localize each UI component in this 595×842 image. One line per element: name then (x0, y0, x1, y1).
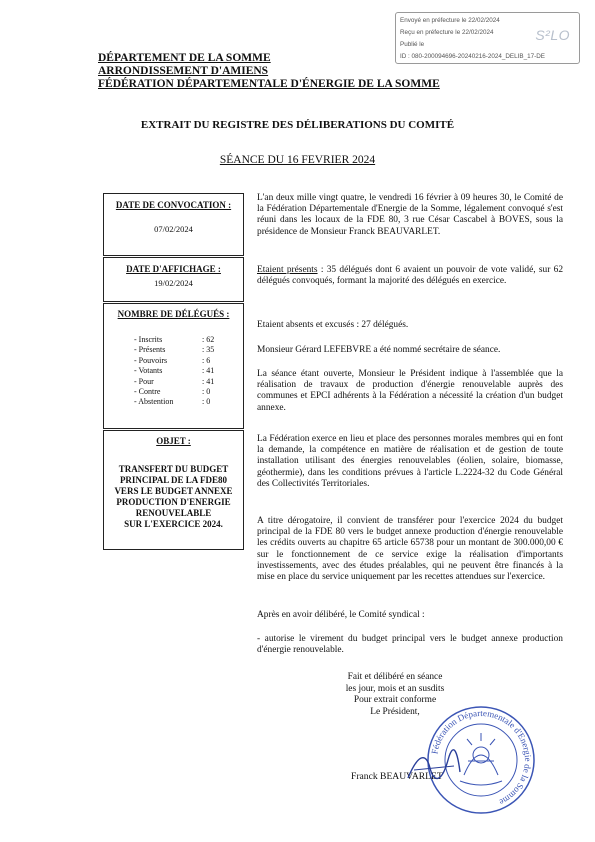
seance-date: SÉANCE DU 16 FEVRIER 2024 (219, 154, 376, 166)
president-name: Franck BEAUVARLET (351, 771, 443, 782)
para-decision: - autorise le virement du budget principal vers le budget annexe production d'énergie renouvelable. (257, 634, 563, 656)
header-arrondissement: ARRONDISSEMENT D'AMIENS (98, 65, 269, 77)
prefecture-stamp (395, 12, 580, 64)
para-preambule: L'an deux mille vingt quatre, le vendredi 16 février à 09 heures 30, le Comité de la Fédération Départementale d'Energie de la Somme, légalement convoqué s'est réuni dans les locaux de la FDE 80, 3 rue César Cascabel à BOVES, sous la présidence de Monsieur Franck BEAUVARLET. (257, 193, 563, 237)
para-secretaire: Monsieur Gérard LEFEBVRE a été nommé secrétaire de séance. (257, 345, 501, 355)
s2lo-logo: S²LO (535, 27, 570, 43)
sig-line-jour: les jour, mois et an susdits (345, 683, 445, 694)
sig-line-fait: Fait et délibéré en séance (347, 672, 443, 682)
convocation-label: DATE DE CONVOCATION : (115, 200, 232, 210)
para-derogation: A titre dérogatoire, il convient de transférer pour l'exercice 2024 du budget principal de la FDE 80 vers le budget annexe production d'énergie renouvelable les crédits ouverts au chapitre 65 article 65738 pour un montant de 300.000,00 € sur le fonctionnement de ce service exige la réalisation d'importants investissements, avec des études préalables, qui ne peuvent être financés à la mise en place du service uniquement par les recettes attendues sur l'exercice. (257, 516, 563, 583)
objet-box (103, 430, 244, 550)
para-deliberation: Après en avoir délibéré, le Comité syndical : (257, 610, 425, 620)
header-federation: FÉDÉRATION DÉPARTEMENTALE D'ÉNERGIE DE LA SOMME (98, 78, 440, 90)
stamp-recu: Reçu en préfecture le 22/02/2024 (400, 29, 494, 36)
stat-row: - Contre : 0 (134, 387, 211, 397)
stamp-envoye: Envoyé en préfecture le 22/02/2024 (400, 17, 500, 24)
sig-line-extrait: Pour extrait conforme (353, 695, 437, 705)
para-absents: Etaient absents et excusés : 27 délégués. (257, 320, 409, 330)
para-ouverture: La séance étant ouverte, Monsieur le Président indique à l'assemblée que la réalisation de travaux de production d'énergie renouvelable auprès des communes et EPCI adhérents à la Fédération a nécessité la création d'un budget annexe. (257, 369, 563, 413)
handwritten-signature (404, 748, 464, 786)
stat-row: - Pouvoirs : 6 (134, 355, 211, 365)
convocation-box (103, 193, 244, 256)
objet-title: TRANSFERT DU BUDGET PRINCIPAL DE LA FDE80 VERS LE BUDGET ANNEXE PRODUCTION D'ENERGIE RENOUVELABLE SUR L'EXERCICE 2024. (114, 464, 233, 529)
delegues-stats (134, 335, 243, 408)
affichage-box (103, 257, 244, 302)
affichage-date: 19/02/2024 (154, 278, 193, 288)
stat-row: - Votants : 41 (134, 366, 215, 376)
stamp-publie: Publié le (400, 41, 425, 48)
stat-row: - Pour : 41 (134, 376, 215, 386)
header-departement: DÉPARTEMENT DE LA SOMME (98, 52, 271, 64)
affichage-label: DATE D'AFFICHAGE : (126, 264, 221, 274)
stat-row: - Inscrits : 62 (134, 335, 215, 344)
delegues-box (103, 303, 244, 429)
para-competence: La Fédération exerce en lieu et place des personnes morales membres qui en font la demande, la compétence en matière de réalisation et de gestion de toute installation utilisant des énergies renouvelables (éolien, solaire, biomasse, géothermie), dans les conditions prévues à l'article L.2224-32 du Code Général des Collectivités Territoriales. (257, 434, 563, 489)
para-presents: Etaient présents : 35 délégués dont 6 avaient un pouvoir de vote validé, sur 62 délégués convoqués, formant la majorité des délégués en exercice. (257, 265, 564, 287)
objet-label: OBJET : (156, 436, 191, 446)
stat-row: - Abstention : 0 (134, 397, 211, 407)
svg-text:Fédération Départementale d'En: Fédération Départementale d'Energie de la Somme (429, 707, 534, 808)
stamp-id: ID : 080-200094696-20240216-2024_DELIB_17-DE (400, 53, 545, 60)
document-title: EXTRAIT DU REGISTRE DES DÉLIBERATIONS DU COMITÉ (140, 119, 455, 131)
stat-row: - Présents : 35 (134, 345, 215, 355)
convocation-date: 07/02/2024 (154, 224, 193, 234)
delegues-label: NOMBRE DE DÉLÉGUÉS : (117, 309, 230, 319)
sig-line-president: Le Président, (370, 706, 420, 717)
